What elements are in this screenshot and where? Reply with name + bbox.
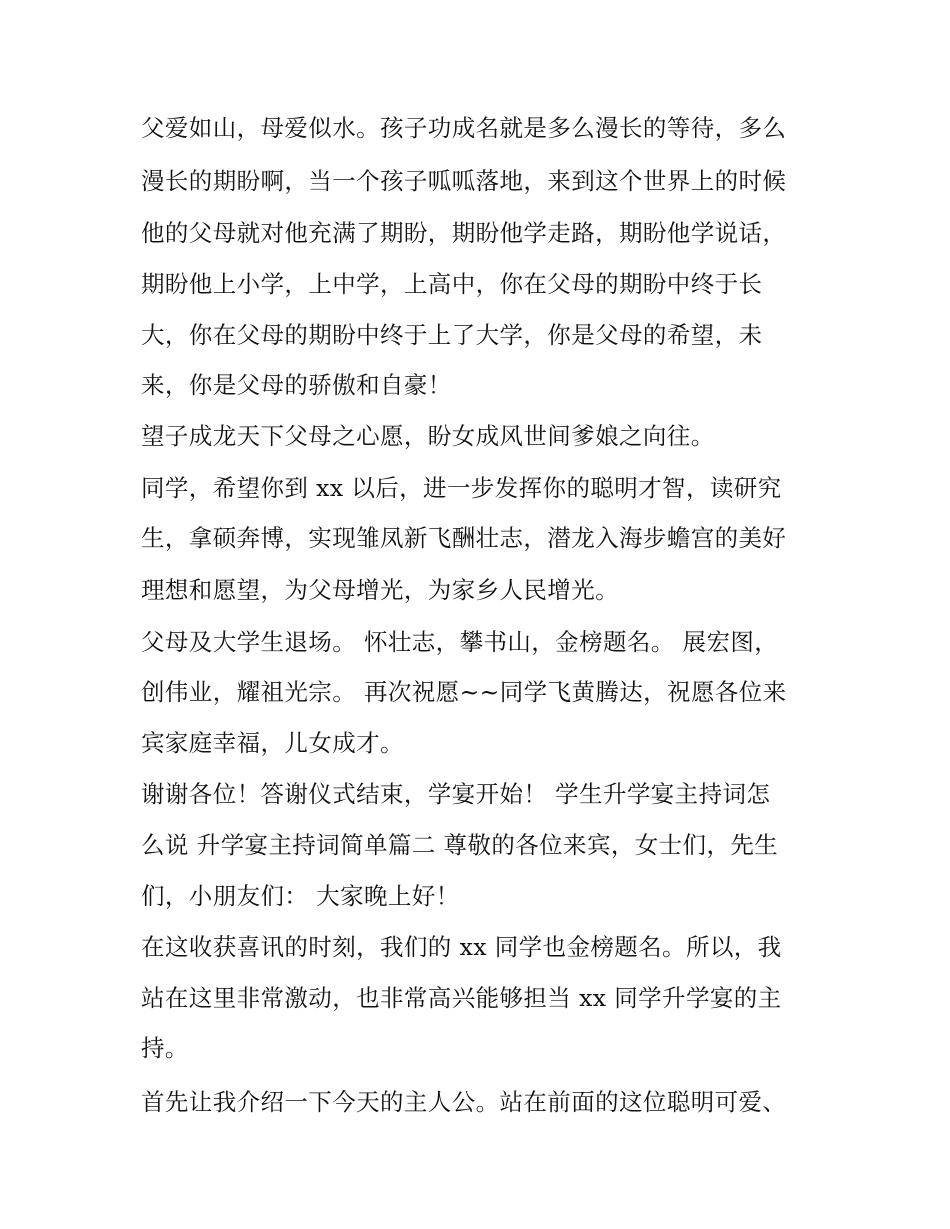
text-line: 漫长的期盼啊，当一个孩子呱呱落地，来到这个世界上的时候: [141, 167, 787, 195]
text-line: 么说 升学宴主持词简单篇二 尊敬的各位来宾，女士们，先生: [141, 831, 779, 859]
text-line: 在这收获喜讯的时刻，我们的 xx 同学也金榜题名。所以，我: [141, 933, 782, 961]
text-line: 期盼他上小学，上中学，上高中，你在父母的期盼中终于长: [141, 270, 763, 298]
text-line: 创伟业，耀祖光宗。 再次祝愿~~同学飞黄腾达，祝愿各位来: [141, 678, 787, 706]
text-line: 父爱如山，母爱似水。孩子功成名就是多么漫长的等待，多么: [141, 114, 787, 142]
text-line: 同学，希望你到 xx 以后，进一步发挥你的聪明才智，读研究: [141, 474, 782, 502]
text-line: 理想和愿望，为父母增光，为家乡人民增光。: [141, 576, 619, 604]
text-line: 谢谢各位！答谢仪式结束，学宴开始！ 学生升学宴主持词怎: [141, 780, 771, 808]
text-line: 来，你是父母的骄傲和自豪！: [141, 371, 452, 399]
text-line: 宾家庭幸福，儿女成才。: [141, 729, 404, 757]
text-line: 生，拿硕奔博，实现雏凤新飞酬壮志，潜龙入海步蟾宫的美好: [141, 524, 787, 552]
text-line: 大，你在父母的期盼中终于上了大学，你是父母的希望，未: [141, 321, 763, 349]
text-line: 望子成龙天下父母之心愿，盼女成风世间爹娘之向往。: [141, 422, 715, 450]
text-line: 持。: [141, 1034, 189, 1062]
text-line: 父母及大学生退场。 怀壮志，攀书山，金榜题名。 展宏图，: [141, 628, 779, 656]
text-line: 首先让我介绍一下今天的主人公。站在前面的这位聪明可爱、: [141, 1088, 787, 1116]
text-line: 站在这里非常激动，也非常高兴能够担当 xx 同学升学宴的主: [141, 984, 782, 1012]
text-line: 们，小朋友们： 大家晚上好！: [141, 882, 460, 910]
text-line: 他的父母就对他充满了期盼，期盼他学走路，期盼他学说话，: [141, 219, 787, 247]
